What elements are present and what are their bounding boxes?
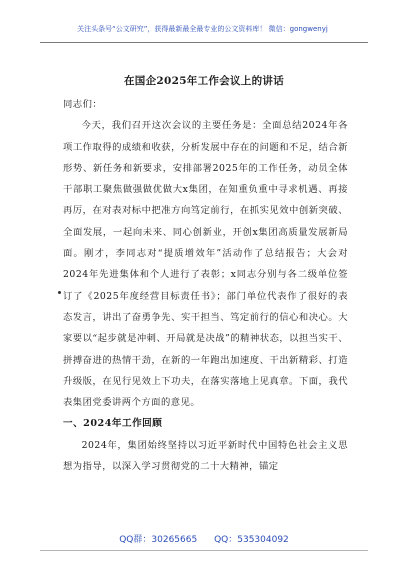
footer-qq-group: QQ群：30265665	[119, 535, 198, 545]
header-promo-text: 关注头条号“公文研究”，获得最新最全最专业的公文资料库！ 微信：gongwenyj	[77, 25, 328, 33]
section-paragraph: 2024年，集团始终坚持以习近平新时代中国特色社会主义思想为指导，以深入学习贯彻党的二十大精神，锚定	[63, 439, 348, 473]
footer-qq: QQ：535304092	[214, 535, 289, 545]
salutation: 同志们：	[63, 99, 103, 110]
footer-divider	[40, 550, 368, 551]
document-body	[63, 94, 348, 477]
document-title: 在国企2025年工作会议上的讲话	[123, 75, 285, 87]
bullet-dot-icon	[58, 291, 61, 294]
header-divider	[40, 42, 368, 43]
section-heading: 一、2024年工作回顾	[63, 418, 163, 430]
body-paragraph: 今天，我们召开这次会议的主要任务是：全面总结2024年各项工作取得的成绩和收获，分析发展中存在的问题和不足，结合新形势、新任务和新要求，安排部署2025年的工作任务，动员全体干部职工聚焦做强做优做大x集团，在知重负重中寻求机遇、再接再厉，在对表对标中把准方向笃定前行，在抓实见效中创新突破、全面发展，一起向未来、同心创新业，开创x集团高质量发展新局面。刚才，李同志对“提质增效年”活动作了总结报告；大会对2024年先进集体和个人进行了表彰；x同志分别与各二级单位签订了《2025年度经营目标责任书》；部门单位代表作了很好的表态发言，讲出了奋勇争先、实干担当、笃定前行的信心和决心。大家要以“起步就是冲刺、开局就是决战”的精神状态，以担当实干、拼搏奋进的热情干劲，在新的一年跑出加速度、干出新精彩、打造升级版，在见行见效上下功夫，在落实落地上见真章。下面，我代表集团党委讲两个方面的意见。	[63, 120, 348, 409]
footer-contact	[40, 532, 368, 548]
